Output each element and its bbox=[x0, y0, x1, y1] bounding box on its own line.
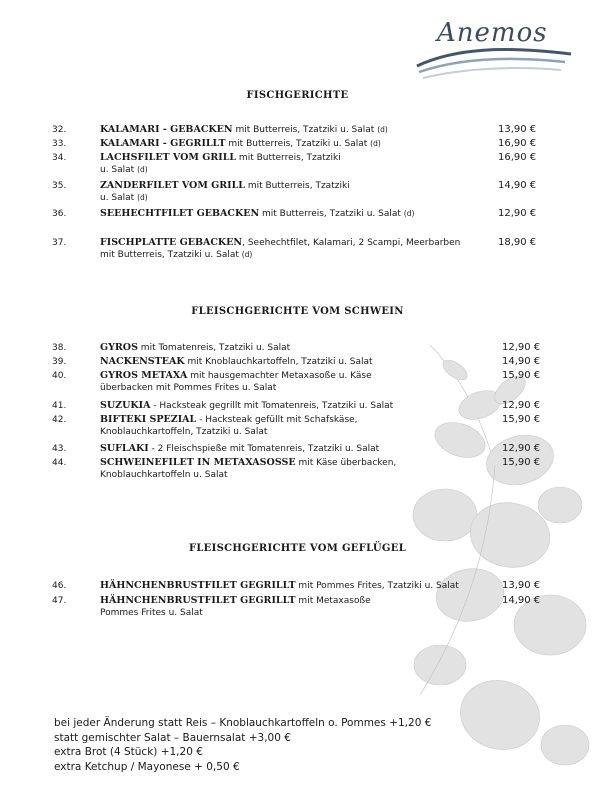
section-title-schwein: FLEISCHGERICHTE VOM SCHWEIN bbox=[191, 306, 404, 317]
extras-notes bbox=[54, 716, 431, 774]
logo-wave-icon bbox=[415, 40, 575, 84]
section-title-fisch: FISCHGERICHTE bbox=[246, 90, 349, 101]
logo-text: Anemos bbox=[437, 18, 548, 48]
extras-line: extra Brot (4 Stück) +1,20 € bbox=[54, 746, 203, 758]
extras-line: extra Ketchup / Mayonese + 0,50 € bbox=[54, 760, 240, 773]
restaurant-logo bbox=[415, 14, 575, 84]
extras-line: bei jeder Änderung statt Reis – Knoblauchkartoffeln o. Pommes +1,20 € bbox=[54, 717, 432, 729]
extras-line: statt gemischter Salat – Bauernsalat +3,00 € bbox=[54, 731, 291, 744]
section-title-gefluegel: FLEISCHGERICHTE VOM GEFLÜGEL bbox=[188, 543, 407, 554]
